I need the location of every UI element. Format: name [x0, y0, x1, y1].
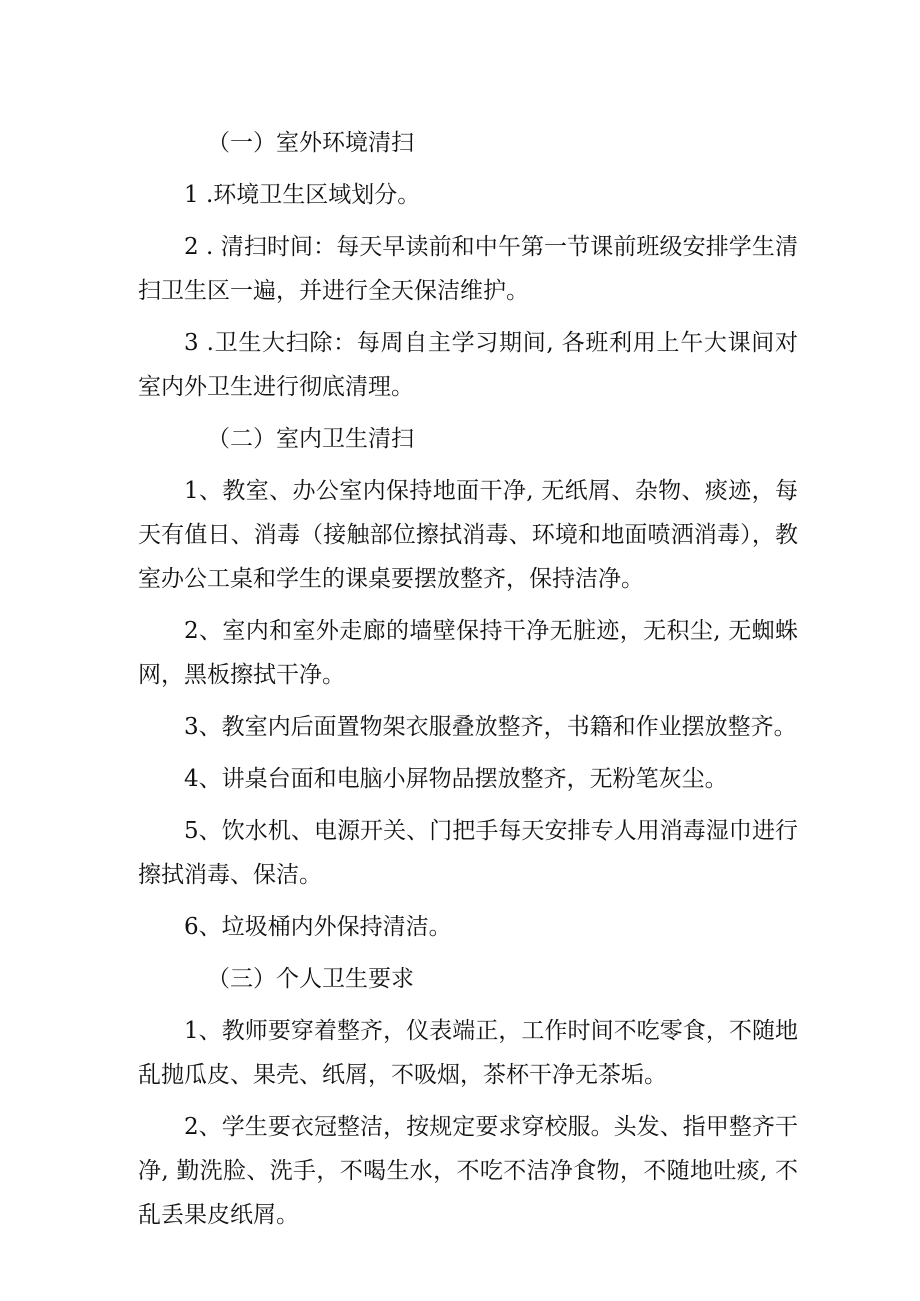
paragraph-indoor-1: 1、教室、办公室内保持地面干净, 无纸屑、杂物、痰迹，每天有值日、消毒（接触部位擦拭消毒、环境和地面喷洒消毒），教室办公工桌和学生的课桌要摆放整齐，保持洁净。: [138, 478, 798, 592]
paragraph-personal-1: 1、教师要穿着整齐，仪表端正，工作时间不吃零食，不随地乱抛瓜皮、果壳、纸屑，不吸烟，茶杯干净无茶垢。: [138, 1018, 798, 1088]
paragraph-indoor-3: 3、教室内后面置物架衣服叠放整齐，书籍和作业摆放整齐。: [184, 714, 797, 740]
paragraph-indoor-5: 5、饮水机、电源开关、门把手每天安排专人用消毒湿巾进行擦拭消毒、保洁。: [138, 818, 798, 888]
paragraph-major-cleaning: 3 .卫生大扫除：每周自主学习期间, 各班利用上午大课间对室内外卫生进行彻底清理。: [138, 330, 798, 400]
paragraph-indoor-4: 4、讲桌台面和电脑小屏物品摆放整齐，无粉笔灰尘。: [184, 766, 728, 792]
paragraph-personal-2: 2、学生要衣冠整洁，按规定要求穿校服。头发、指甲整齐干净, 勤洗脸、洗手，不喝生水，不吃不洁净食物，不随地吐痰, 不乱丢果皮纸屑。: [138, 1114, 798, 1228]
paragraph-area-division: 1 .环境卫生区域划分。: [184, 182, 421, 208]
paragraph-cleaning-time: 2 . 清扫时间：每天早读前和中午第一节课前班级安排学生清扫卫生区一遍，并进行全天保洁维护。: [138, 234, 798, 304]
paragraph-indoor-6: 6、垃圾桶内外保持清洁。: [184, 914, 452, 940]
section-heading-outdoor: （一）室外环境清扫: [207, 130, 414, 156]
paragraph-indoor-2: 2、室内和室外走廊的墙壁保持干净无脏迹，无积尘, 无蜘蛛网，黑板擦拭干净。: [138, 618, 798, 688]
document-body: [138, 121, 798, 1245]
section-heading-indoor: （二）室内卫生清扫: [207, 426, 414, 452]
section-heading-personal: （三）个人卫生要求: [207, 966, 414, 992]
